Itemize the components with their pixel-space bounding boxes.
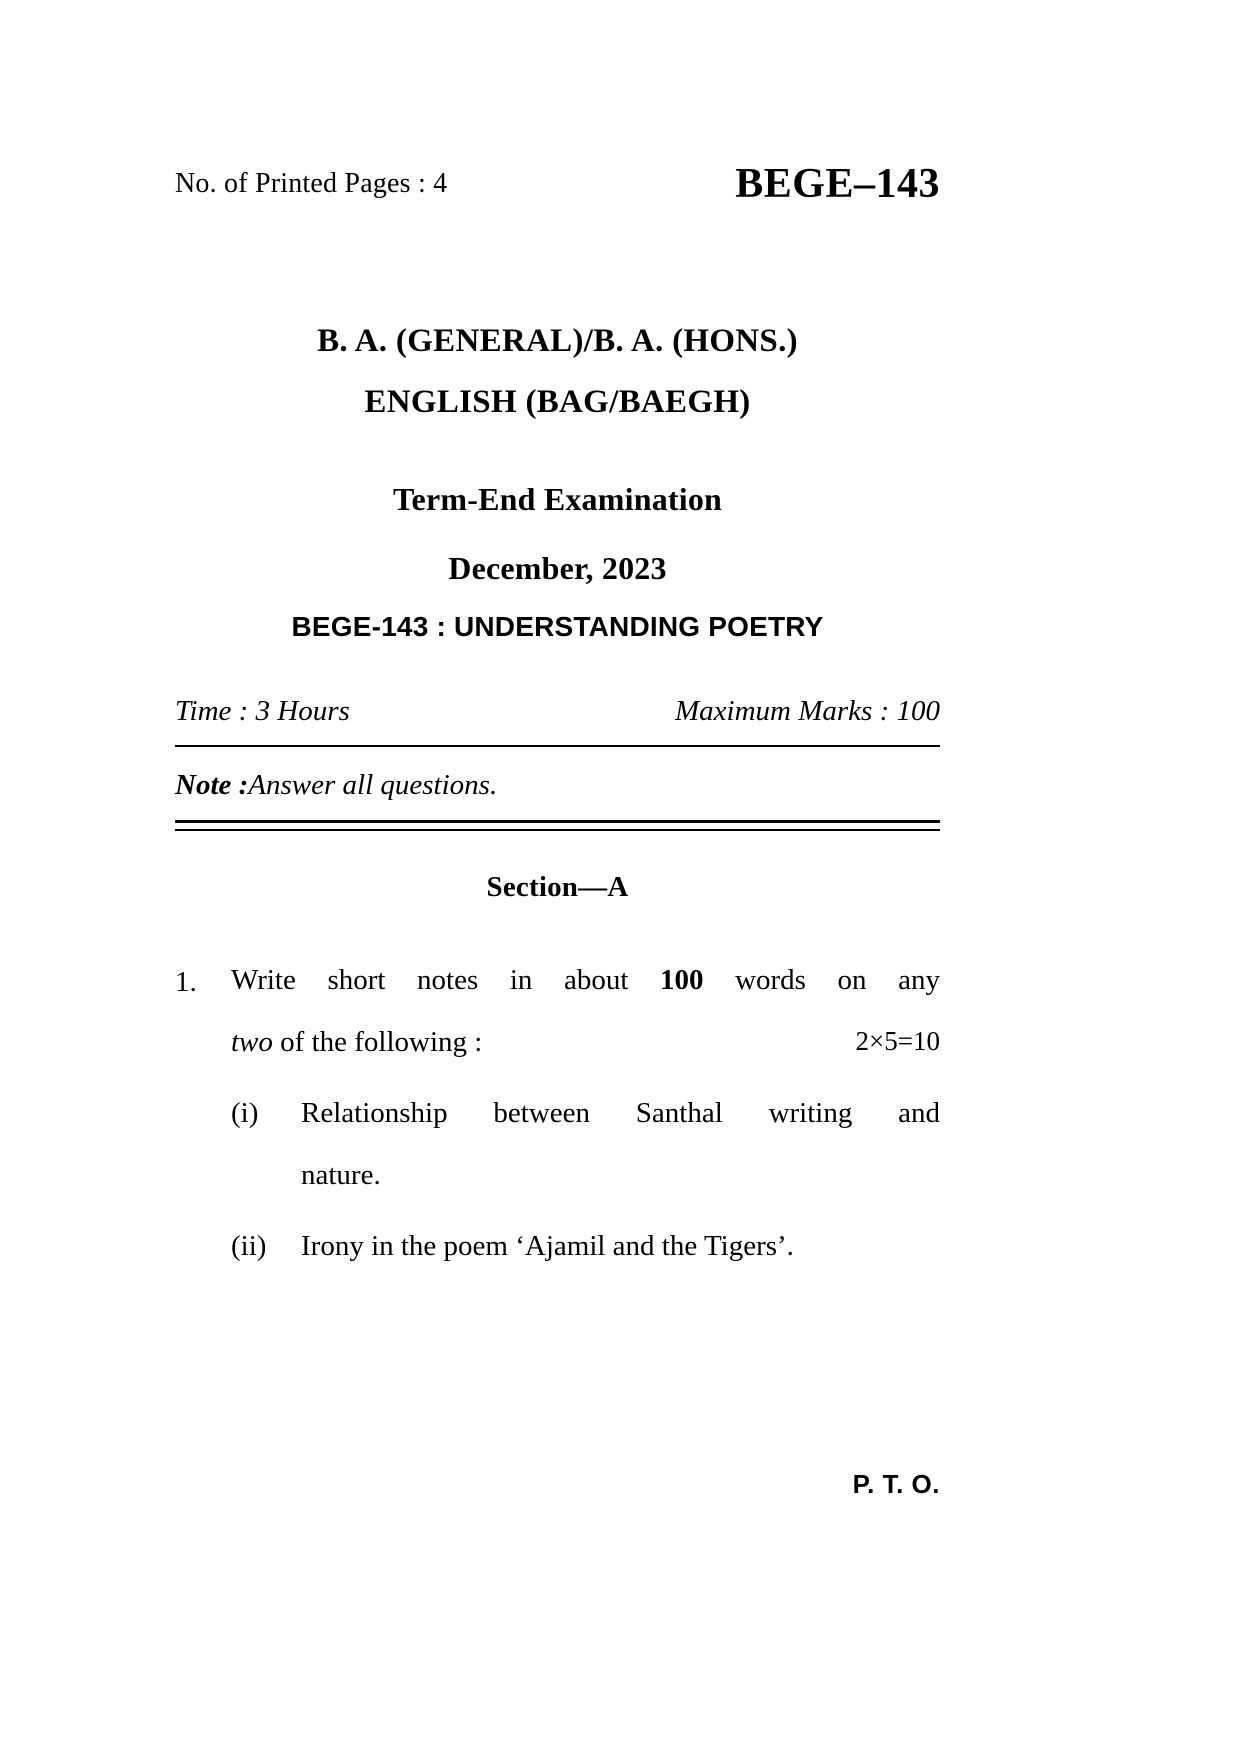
question-1-text-segment-2: words on any — [703, 964, 940, 996]
question-1-sub-item-i-label: (i) — [231, 1097, 259, 1129]
page-content — [175, 0, 940, 1261]
question-1-sub-item-ii — [231, 1232, 940, 1261]
horizontal-rule-double — [175, 820, 940, 831]
course-subject-title: BEGE-143 : UNDERSTANDING POETRY — [291, 611, 824, 642]
section-a-heading: Section—A — [486, 871, 629, 903]
question-1-body — [231, 966, 940, 1057]
time-allowed-label: Time : 3 Hours — [175, 695, 350, 727]
question-1-sub-item-i — [231, 1099, 940, 1190]
programme-title-line-2: ENGLISH (BAG/BAEGH) — [364, 384, 751, 420]
printed-pages-label: No. of Printed Pages : 4 — [175, 168, 448, 199]
note-row — [175, 769, 940, 802]
please-turn-over-label: P. T. O. — [852, 1469, 940, 1499]
question-1-text-line-1 — [231, 966, 940, 995]
page-header — [175, 160, 940, 230]
question-1-sub-item-i-text: Relationship between Santhal writing and — [301, 1097, 940, 1129]
exam-meta-row — [175, 695, 940, 735]
question-1-text-segment-3: of the following : — [272, 1026, 483, 1058]
question-1-sub-item-ii-label: (ii) — [231, 1230, 267, 1262]
note-text: Answer all questions. — [248, 769, 498, 801]
exam-title-block — [175, 325, 940, 643]
question-1-word-count: 100 — [659, 964, 704, 996]
question-1-text-line-2 — [231, 1028, 940, 1057]
question-1-text-segment-1: Write short notes in about — [231, 964, 660, 996]
question-1-choice-count: two — [231, 1026, 273, 1058]
examination-type-label: Term-End Examination — [392, 481, 723, 517]
examination-date-label: December, 2023 — [448, 550, 667, 586]
question-1-marks: 2×5=10 — [855, 1026, 940, 1056]
note-label: Note : — [175, 769, 249, 801]
question-1-block — [175, 966, 940, 1057]
horizontal-rule-single — [175, 745, 940, 747]
question-1-number: 1. — [175, 966, 197, 998]
question-1-sub-item-i-text-continued: nature. — [301, 1159, 381, 1191]
page-footer — [175, 1460, 940, 1500]
programme-title-line-1: B. A. (GENERAL)/B. A. (HONS.) — [317, 323, 798, 359]
question-1-sub-item-ii-text: Irony in the poem ‘Ajamil and the Tigers’. — [301, 1230, 794, 1262]
maximum-marks-label: Maximum Marks : 100 — [675, 695, 940, 727]
course-code-label: BEGE–143 — [735, 161, 940, 207]
